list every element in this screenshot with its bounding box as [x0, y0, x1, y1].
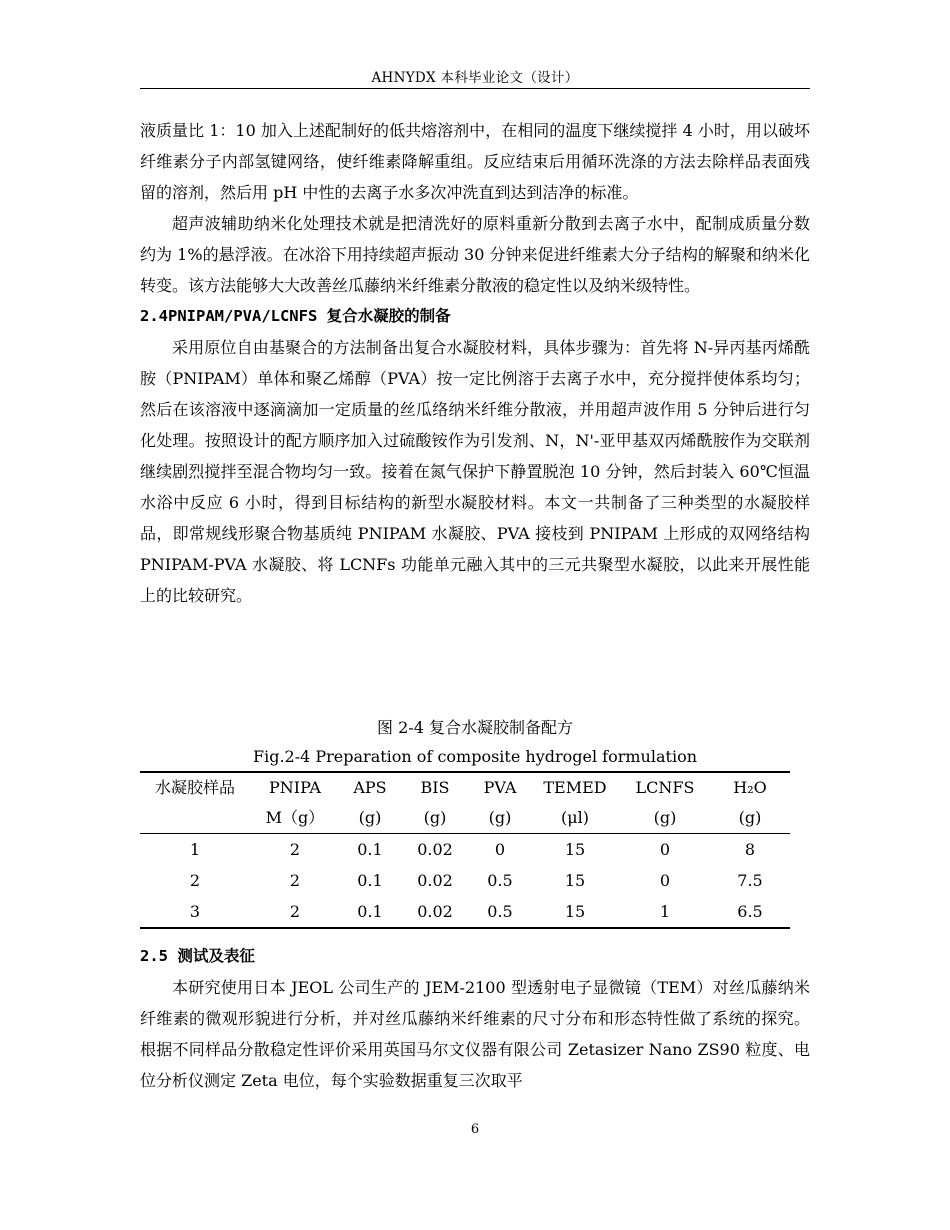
table-cell: 2	[250, 896, 340, 928]
table-cell: 0	[659, 871, 671, 890]
table-cell: 3	[140, 896, 250, 928]
table-cell: 0.5	[470, 896, 530, 928]
table-cell: 0.02	[417, 871, 453, 890]
table-cell: 0.02	[400, 896, 470, 928]
table-row	[140, 865, 790, 896]
table-cell: 0.5	[487, 871, 513, 890]
formulation-table	[140, 771, 790, 929]
section-heading-2-5: 2.5 测试及表征	[140, 947, 255, 965]
column-header: 水凝胶样品	[140, 772, 250, 803]
running-header: AHNYDX 本科毕业论文（设计）	[371, 70, 579, 86]
column-header: PNIPA	[250, 772, 340, 803]
table-cell: 2	[289, 871, 301, 890]
table-units-row	[140, 803, 790, 834]
column-header: LCNFS	[620, 772, 710, 803]
table-cell: 0	[659, 840, 671, 859]
table-cell: 0.02	[417, 840, 453, 859]
column-header: H₂O	[710, 772, 790, 803]
column-header: PVA	[470, 772, 530, 803]
table-cell: 8	[744, 840, 756, 859]
paragraph-preparation: 采用原位自由基聚合的方法制备出复合水凝胶材料，具体步骤为：首先将 N-异丙基丙烯酰胺（PNIPAM）单体和聚乙烯醇（PVA）按一定比例溶于去离子水中，充分搅拌使体系均匀；然后在该溶液中逐滴滴加一定质量的丝瓜络纳米纤维分散液，并用超声波作用 5 分钟后进行匀化处理。按照设计的配方顺序加入过硫酸铵作为引发剂、N，N'-亚甲基双丙烯酰胺作为交联剂继续剧烈搅拌至混合物均匀一致。接着在氮气保护下静置脱泡 10 分钟，然后封装入 60℃恒温水浴中反应 6 小时，得到目标结构的新型水凝胶材料。本文一共制备了三种类型的水凝胶样品，即常规线形聚合物基质纯 PNIPAM 水凝胶、PVA 接枝到 PNIPAM 上形成的双网络结构 PNIPAM-PVA 水凝胶、将 LCNFs 功能单元融入其中的三元共聚型水凝胶，以此来开展性能上的比较研究。	[140, 338, 810, 605]
unit-label: (g)	[620, 803, 710, 834]
unit-label: (g)	[400, 803, 470, 834]
table-cell: 2	[289, 840, 301, 859]
table-caption-cn: 图 2-4 复合水凝胶制备配方	[377, 718, 573, 737]
unit-label: M（g）	[250, 803, 340, 834]
table-section	[140, 713, 810, 929]
table-cell: 1	[189, 840, 201, 859]
table-cell: 0.1	[357, 871, 383, 890]
body-section-lower	[140, 941, 810, 1096]
table-cell: 15	[564, 871, 586, 890]
unit-label: (g)	[710, 803, 790, 834]
table-row	[140, 834, 790, 866]
header-rule	[140, 88, 810, 89]
paragraph-ultrasonic: 超声波辅助纳米化处理技术就是把清洗好的原料重新分散到去离子水中，配制成质量分数约为 1%的悬浮液。在冰浴下用持续超声振动 30 分钟来促进纤维素大分子结构的解聚和纳米化转变。该方法能够大大改善丝瓜藤纳米纤维素分散液的稳定性以及纳米级特性。	[140, 214, 810, 295]
column-header: APS	[340, 772, 400, 803]
table-caption-en: Fig.2-4 Preparation of composite hydrogel formulation	[252, 747, 697, 766]
table-cell: 6.5	[710, 896, 790, 928]
table-cell: 15	[530, 896, 620, 928]
table-cell: 7.5	[737, 871, 763, 890]
page-number: 6	[470, 1122, 480, 1137]
paragraph-characterization: 本研究使用日本 JEOL 公司生产的 JEM-2100 型透射电子显微镜（TEM）对丝瓜藤纳米纤维素的微观形貌进行分析，并对丝瓜藤纳米纤维素的尺寸分布和形态特性做了系统的探究。根据不同样品分散稳定性评价采用英国马尔文仪器有限公司 Zetasizer Nano ZS90 粒度、电位分析仪测定 Zeta 电位，每个实验数据重复三次取平	[140, 978, 810, 1090]
table-cell: 0	[494, 840, 506, 859]
column-header: BIS	[400, 772, 470, 803]
unit-label	[140, 803, 250, 834]
unit-label: (μl)	[530, 803, 620, 834]
unit-label: (g)	[340, 803, 400, 834]
unit-label: (g)	[470, 803, 530, 834]
table-cell: 2	[189, 871, 201, 890]
table-header-row	[140, 772, 790, 803]
section-heading-2-4: 2.4PNIPAM/PVA/LCNFS 复合水凝胶的制备	[140, 307, 451, 325]
table-cell: 1	[620, 896, 710, 928]
body-section-upper	[140, 115, 810, 611]
table-cell: 0.1	[340, 896, 400, 928]
table-cell: 15	[564, 840, 586, 859]
paragraph-continuation: 液质量比 1：10 加入上述配制好的低共熔溶剂中，在相同的温度下继续搅拌 4 小时，用以破坏纤维素分子内部氢键网络，使纤维素降解重组。反应结束后用循环洗涤的方法去除样品表面残留的溶剂，然后用 pH 中性的去离子水多次冲洗直到达到洁净的标准。	[140, 121, 810, 202]
table-row	[140, 896, 790, 928]
table-cell: 0.1	[357, 840, 383, 859]
column-header: TEMED	[530, 772, 620, 803]
